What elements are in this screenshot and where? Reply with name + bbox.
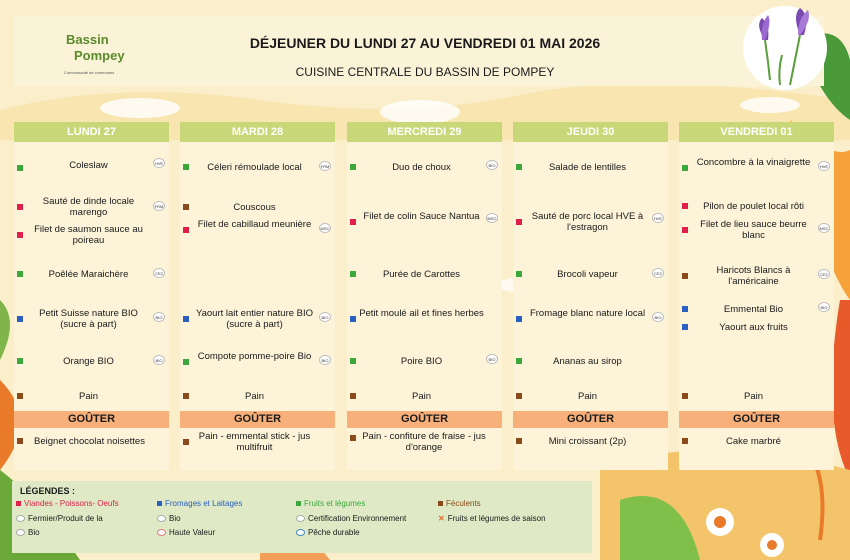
hve-label-icon: HVE [652,213,664,223]
menu-item-text: Orange BIO [63,356,114,367]
crocus-illustration [740,0,830,100]
bio-label-icon: BIO [652,312,664,322]
day-column-mercredi [347,122,502,470]
legend-starch [438,499,481,509]
legend-eggs-text: - Oeufs [92,499,119,508]
menu-item-text: Duo de choux [392,162,451,173]
legend-meat [16,499,119,509]
category-square [17,232,23,238]
legend-frm [16,514,103,524]
menu-item-text: Filet de saumon sauce au poireau [34,224,143,246]
menu-item-text: Purée de Carottes [382,269,461,280]
menu-item-text: Yaourt aux fruits [719,322,788,333]
menu-item-text: Concombre à la vinaigrette [696,157,811,168]
menu-item-text: Yaourt lait entier nature BIO (sucre à part) [195,308,314,330]
menu-item-text: Filet de cabillaud meunière [197,219,312,230]
page-title: DÉJEUNER DU LUNDI 27 AU VENDREDI 01 MAI 2026 [249,35,601,51]
legend-bio-text: Bio [169,514,181,523]
frm-label-icon: FRM [153,201,165,211]
bio-label-icon [157,515,166,522]
menu-item-text: Ananas au sirop [553,356,622,367]
gouter-item-text: Cake marbré [726,436,781,447]
gouter-item-text: Beignet chocolat noisettes [34,436,145,447]
bio-label-icon: BIO [486,354,498,364]
hve-label-icon: HVE [153,158,165,168]
menu-item-text: Emmental Bio [723,304,784,315]
category-square [682,273,688,279]
legend-fish-text: Poissons [59,499,93,508]
category-square [682,306,688,312]
legend-ce2-text: Certification Environnement [308,514,407,523]
msc-fish-icon [296,529,305,536]
menu-item-text: Poêlée Maraichère [48,269,129,280]
category-square [183,439,189,445]
menu-item-text: Poire BIO [400,356,443,367]
category-square [516,219,522,225]
menu-item-text: Pain [577,391,597,402]
category-square [183,227,189,233]
menu-item-text: Coleslaw [69,160,108,171]
legend-panel [12,481,592,553]
category-square [516,164,522,170]
legend-msc-text: Pêche durable [308,528,360,537]
bio-label-icon: BIO [153,355,165,365]
frm-label-icon [16,515,25,522]
category-square [17,316,23,322]
menu-item-text: Petit Suisse nature BIO (sucre à part) [39,308,138,330]
category-square [183,164,189,170]
menu-item-text: Pilon de poulet local rôti [703,201,804,212]
menu-item-text: Céleri rémoulade local [207,162,302,173]
legend-hve [157,528,215,538]
category-square [17,204,23,210]
msc-fish-icon: MSC [319,223,331,233]
logo-text-bassin: Bassin [66,32,109,47]
category-square [682,438,688,444]
gouter-header: GOÛTER [347,411,502,428]
category-square [516,358,522,364]
msc-fish-icon: MSC [486,213,498,223]
category-square [17,358,23,364]
legend-msc [296,528,360,538]
bio-label-icon: BIO [319,355,331,365]
day-header: LUNDI 27 [14,122,169,142]
legend-veg [296,499,365,509]
menu-item-text: Filet de lieu sauce beurre blanc [700,219,807,241]
category-square [350,393,356,399]
menu-item-text: Salade de lentilles [548,162,627,173]
dairy-square-icon [157,501,162,506]
bio-label-icon: BIO [319,312,331,322]
category-square [183,359,189,365]
gouter-header: GOÛTER [180,411,335,428]
msc-fish-icon: MSC [818,223,830,233]
bio-label-icon: BIO [486,160,498,170]
day-column-lundi [14,122,169,470]
menu-item-text: Couscous [233,202,276,213]
category-square [350,219,356,225]
category-square [516,271,522,277]
menu-item-text: Compote pomme-poire Bio [197,351,312,362]
legend-title: LÉGENDES : [20,486,76,496]
legend-season-text: Fruits et légumes de saison [447,514,546,523]
day-column-mardi [180,122,335,470]
legend-bio [157,514,181,524]
legend-bio2-text: Bio [28,528,40,537]
category-square [183,393,189,399]
category-square [682,203,688,209]
ce2-label-icon [296,515,305,522]
menu-item-text: Sauté de porc local HVE à l'estragon [531,211,644,233]
crocus-icon [740,0,830,100]
day-header: MARDI 28 [180,122,335,142]
menu-item-text: Pain [78,391,98,402]
ce2-label-icon: CE2 [153,268,165,278]
gouter-header: GOÛTER [513,411,668,428]
legend-frm-text: Fermier/Produit de la [28,514,103,523]
day-header: VENDREDI 01 [679,122,834,142]
bio-label-icon: BIO [153,312,165,322]
legend-bio-2 [16,528,40,538]
category-square [183,204,189,210]
category-square [682,324,688,330]
legend-dairy-text: Fromages et Laitages [165,499,243,508]
gouter-item-text: Mini croissant (2p) [548,436,627,447]
menu-item-text: Fromage blanc nature local [529,308,646,319]
meat-square-icon [16,501,21,506]
category-square [350,316,356,322]
category-square [682,393,688,399]
legend-hve-text: Haute Valeur [169,528,216,537]
category-square [350,358,356,364]
legend-ce2 [296,514,406,524]
legend-meat-text: Viandes - [24,499,60,508]
day-header: JEUDI 30 [513,122,668,142]
day-header: MERCREDI 29 [347,122,502,142]
category-square [350,164,356,170]
category-square [350,271,356,277]
frm-label-icon: FRM [319,161,331,171]
menu-item-text: Sauté de dinde locale marengo [42,196,135,218]
logo-text-communaute: Communauté de communes [64,70,115,75]
menu-item-text: Pain [743,391,763,402]
season-cross-icon: ✕ [438,514,445,523]
category-square [17,393,23,399]
starch-square-icon [438,501,443,506]
bio-label-icon: BIO [818,302,830,312]
hve-label-icon [157,529,166,536]
category-square [516,393,522,399]
gouter-header: GOÛTER [14,411,169,428]
bio-label-icon [16,529,25,536]
legend-starch-text: Féculents [446,499,481,508]
ce2-label-icon: CE2 [818,269,830,279]
page-subtitle: CUISINE CENTRALE DU BASSIN DE POMPEY [295,65,555,79]
ce2-label-icon: CE2 [652,268,664,278]
category-square [17,165,23,171]
menu-item-text: Pain [244,391,264,402]
legend-dairy [157,499,242,509]
gouter-item-text: Pain - emmental stick - jus multifruit [198,431,311,453]
gouter-header: GOÛTER [679,411,834,428]
menu-item-text: Brocoli vapeur [557,269,618,280]
day-column-vendredi [679,122,834,470]
category-square [183,316,189,322]
category-square [682,227,688,233]
gouter-item-text: Pain - confiture de fraise - jus d'orange [362,431,486,453]
category-square [17,271,23,277]
menu-item-text: Petit moulé ail et fines herbes [359,308,484,319]
menu-item-text: Filet de colin Sauce Nantua [363,211,480,222]
menu-item-text: Haricots Blancs à l'américaine [716,265,791,287]
logo-text-pompey: Pompey [74,48,125,63]
category-square [516,316,522,322]
category-square [516,438,522,444]
menu-item-text: Pain [411,391,431,402]
veg-square-icon [296,501,301,506]
legend-veg-text: Fruits et légumes [304,499,366,508]
day-column-jeudi [513,122,668,470]
legend-season [438,514,546,524]
category-square [682,165,688,171]
hve-label-icon: HVE [818,161,830,171]
